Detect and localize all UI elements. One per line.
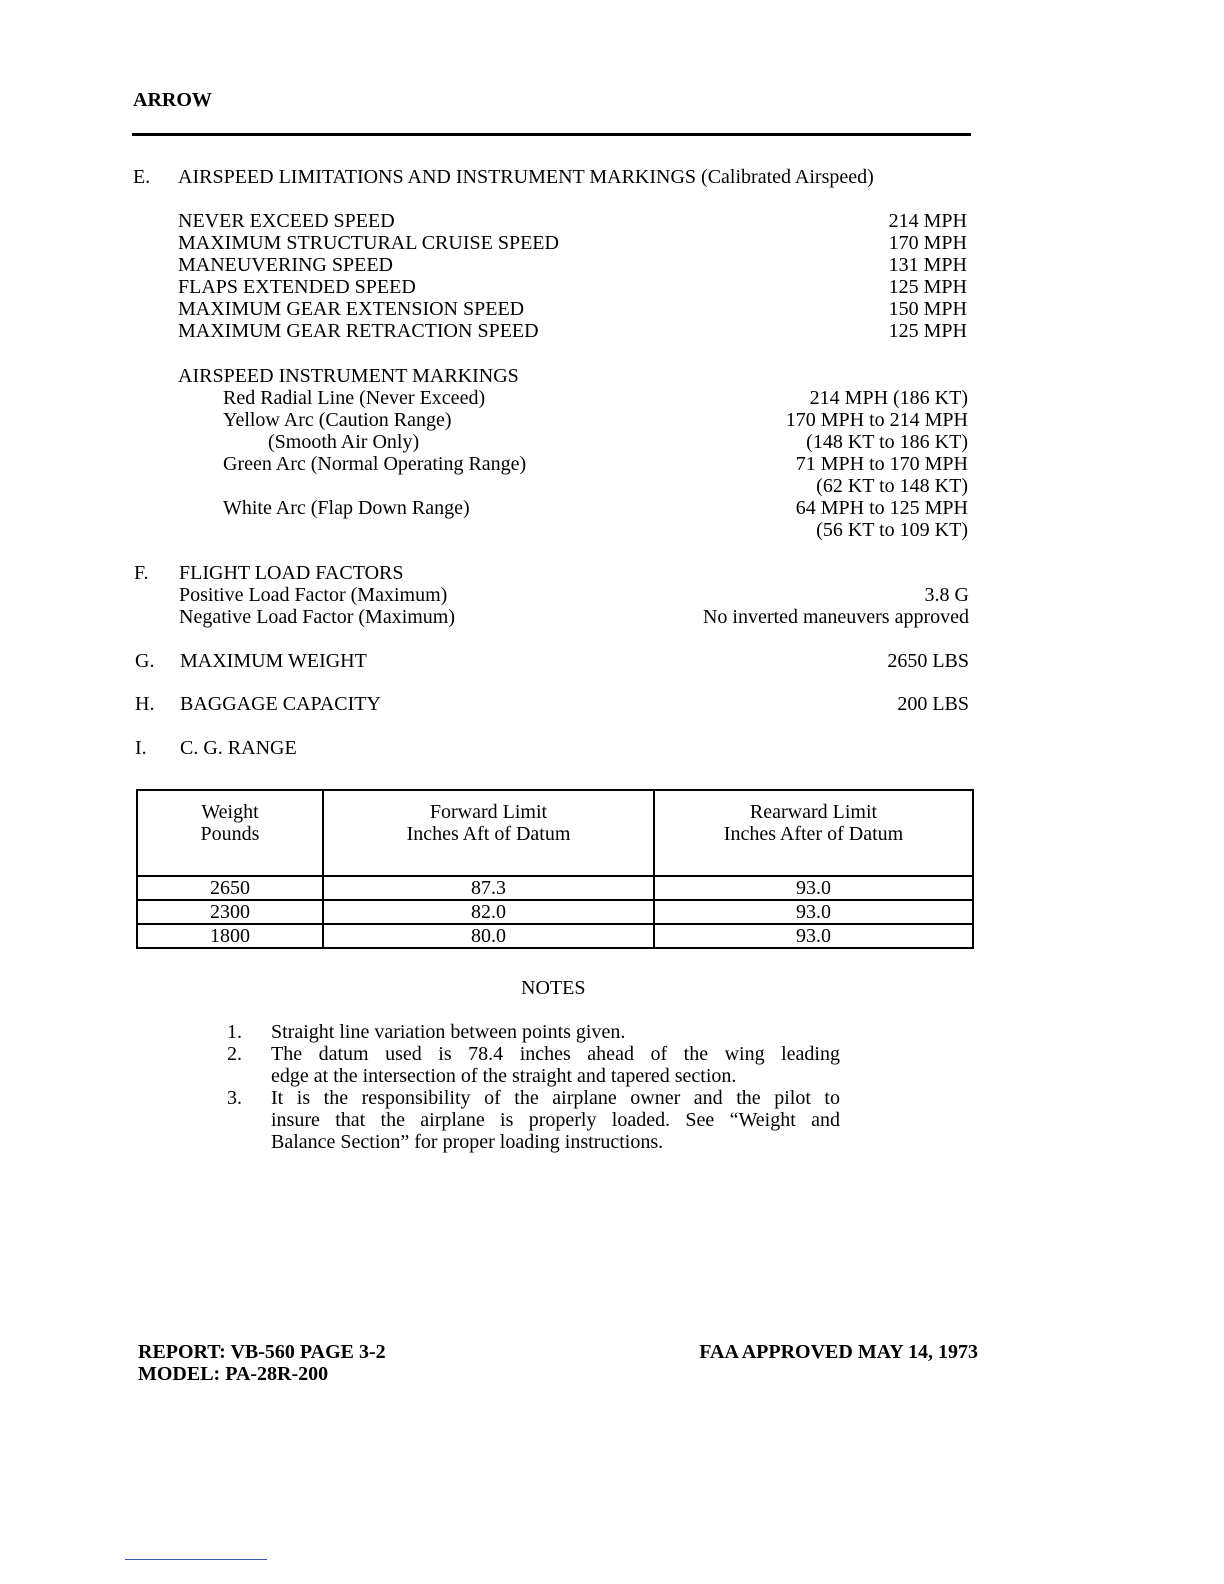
header-line: Pounds: [200, 823, 260, 845]
table-cell: 93.0: [654, 900, 973, 924]
note-line: edge at the intersection of the straight and tapered section.: [271, 1065, 737, 1087]
footer-model: MODEL: PA-28R-200: [138, 1363, 329, 1385]
header-line: Inches Aft of Datum: [406, 823, 571, 845]
header-rule: [132, 133, 971, 136]
marking-sublabel-yellow: (Smooth Air Only): [268, 431, 420, 453]
header-line: Inches After of Datum: [723, 823, 904, 845]
table-cell: 80.0: [323, 924, 654, 948]
marking-value2-green: (62 KT to 148 KT): [816, 475, 968, 497]
markings-title: AIRSPEED INSTRUMENT MARKINGS: [178, 365, 519, 387]
table-cell: 1800: [137, 924, 323, 948]
rearward-limit-column-header: [654, 790, 973, 876]
section-g-letter: G.: [135, 650, 155, 672]
header-line: Rearward Limit: [749, 801, 878, 823]
note-number: 1.: [227, 1021, 242, 1043]
note-line: Balance Section” for proper loading instructions.: [271, 1131, 664, 1153]
table-cell: 2300: [137, 900, 323, 924]
table-cell: 93.0: [654, 924, 973, 948]
section-f-letter: F.: [134, 562, 149, 584]
speed-value: 125 MPH: [888, 320, 967, 342]
section-i-letter: I.: [135, 737, 147, 759]
speed-label: NEVER EXCEED SPEED: [178, 210, 395, 232]
marking-label-red: Red Radial Line (Never Exceed): [223, 387, 486, 409]
positive-load-label: Positive Load Factor (Maximum): [179, 584, 448, 606]
marking-value-white: 64 MPH to 125 MPH: [795, 497, 968, 519]
table-cell: 2650: [137, 876, 323, 900]
speed-label: MANEUVERING SPEED: [178, 254, 393, 276]
note-number: 2.: [227, 1043, 242, 1065]
max-weight-value: 2650 LBS: [887, 650, 969, 672]
weight-column-header: [137, 790, 323, 876]
marking-value-red: 214 MPH (186 KT): [809, 387, 968, 409]
table-cell: 82.0: [323, 900, 654, 924]
table-header-row: [137, 790, 973, 876]
bottom-edge-line: [125, 1559, 267, 1560]
section-e-title: AIRSPEED LIMITATIONS AND INSTRUMENT MARKINGS (Calibrated Airspeed): [178, 166, 874, 188]
note-line: Straight line variation between points given.: [271, 1021, 626, 1043]
table-row: [137, 924, 973, 948]
footer-approval: FAA APPROVED MAY 14, 1973: [699, 1341, 978, 1363]
speed-value: 150 MPH: [888, 298, 967, 320]
negative-load-label: Negative Load Factor (Maximum): [179, 606, 456, 628]
speed-value: 214 MPH: [888, 210, 967, 232]
cg-range-table: [136, 789, 974, 949]
header-line: Weight: [201, 801, 259, 823]
table-cell: 87.3: [323, 876, 654, 900]
page-header-title: ARROW: [133, 89, 212, 111]
baggage-capacity-value: 200 LBS: [897, 693, 969, 715]
notes-title: NOTES: [521, 977, 586, 999]
table-cell: 93.0: [654, 876, 973, 900]
note-line: The datum used is 78.4 inches ahead of the wing leading: [271, 1043, 840, 1065]
note-line: It is the responsibility of the airplane owner and the pilot to: [271, 1087, 840, 1109]
marking-value2-yellow: (148 KT to 186 KT): [806, 431, 968, 453]
marking-label-green: Green Arc (Normal Operating Range): [223, 453, 527, 475]
section-e-letter: E.: [133, 166, 151, 188]
footer-report: REPORT: VB-560 PAGE 3-2: [138, 1341, 386, 1363]
note-line: insure that the airplane is properly loaded. See “Weight and: [271, 1109, 840, 1131]
section-h-letter: H.: [135, 693, 155, 715]
speed-label: MAXIMUM GEAR EXTENSION SPEED: [178, 298, 525, 320]
speed-label: MAXIMUM GEAR RETRACTION SPEED: [178, 320, 539, 342]
table-row: [137, 900, 973, 924]
section-i-title: C. G. RANGE: [180, 737, 297, 759]
marking-label-white: White Arc (Flap Down Range): [223, 497, 470, 519]
section-f-title: FLIGHT LOAD FACTORS: [179, 562, 404, 584]
marking-value-yellow: 170 MPH to 214 MPH: [785, 409, 968, 431]
speed-label: MAXIMUM STRUCTURAL CRUISE SPEED: [178, 232, 559, 254]
header-line: Forward Limit: [429, 801, 548, 823]
note-number: 3.: [227, 1087, 242, 1109]
speed-label: FLAPS EXTENDED SPEED: [178, 276, 416, 298]
speed-value: 131 MPH: [888, 254, 967, 276]
marking-label-yellow: Yellow Arc (Caution Range): [223, 409, 452, 431]
speed-value: 170 MPH: [888, 232, 967, 254]
marking-value-green: 71 MPH to 170 MPH: [795, 453, 968, 475]
positive-load-value: 3.8 G: [924, 584, 969, 606]
section-g-title: MAXIMUM WEIGHT: [180, 650, 367, 672]
speed-value: 125 MPH: [888, 276, 967, 298]
section-h-title: BAGGAGE CAPACITY: [180, 693, 381, 715]
marking-value2-white: (56 KT to 109 KT): [816, 519, 968, 541]
forward-limit-column-header: [323, 790, 654, 876]
negative-load-value: No inverted maneuvers approved: [702, 606, 969, 628]
table-row: [137, 876, 973, 900]
